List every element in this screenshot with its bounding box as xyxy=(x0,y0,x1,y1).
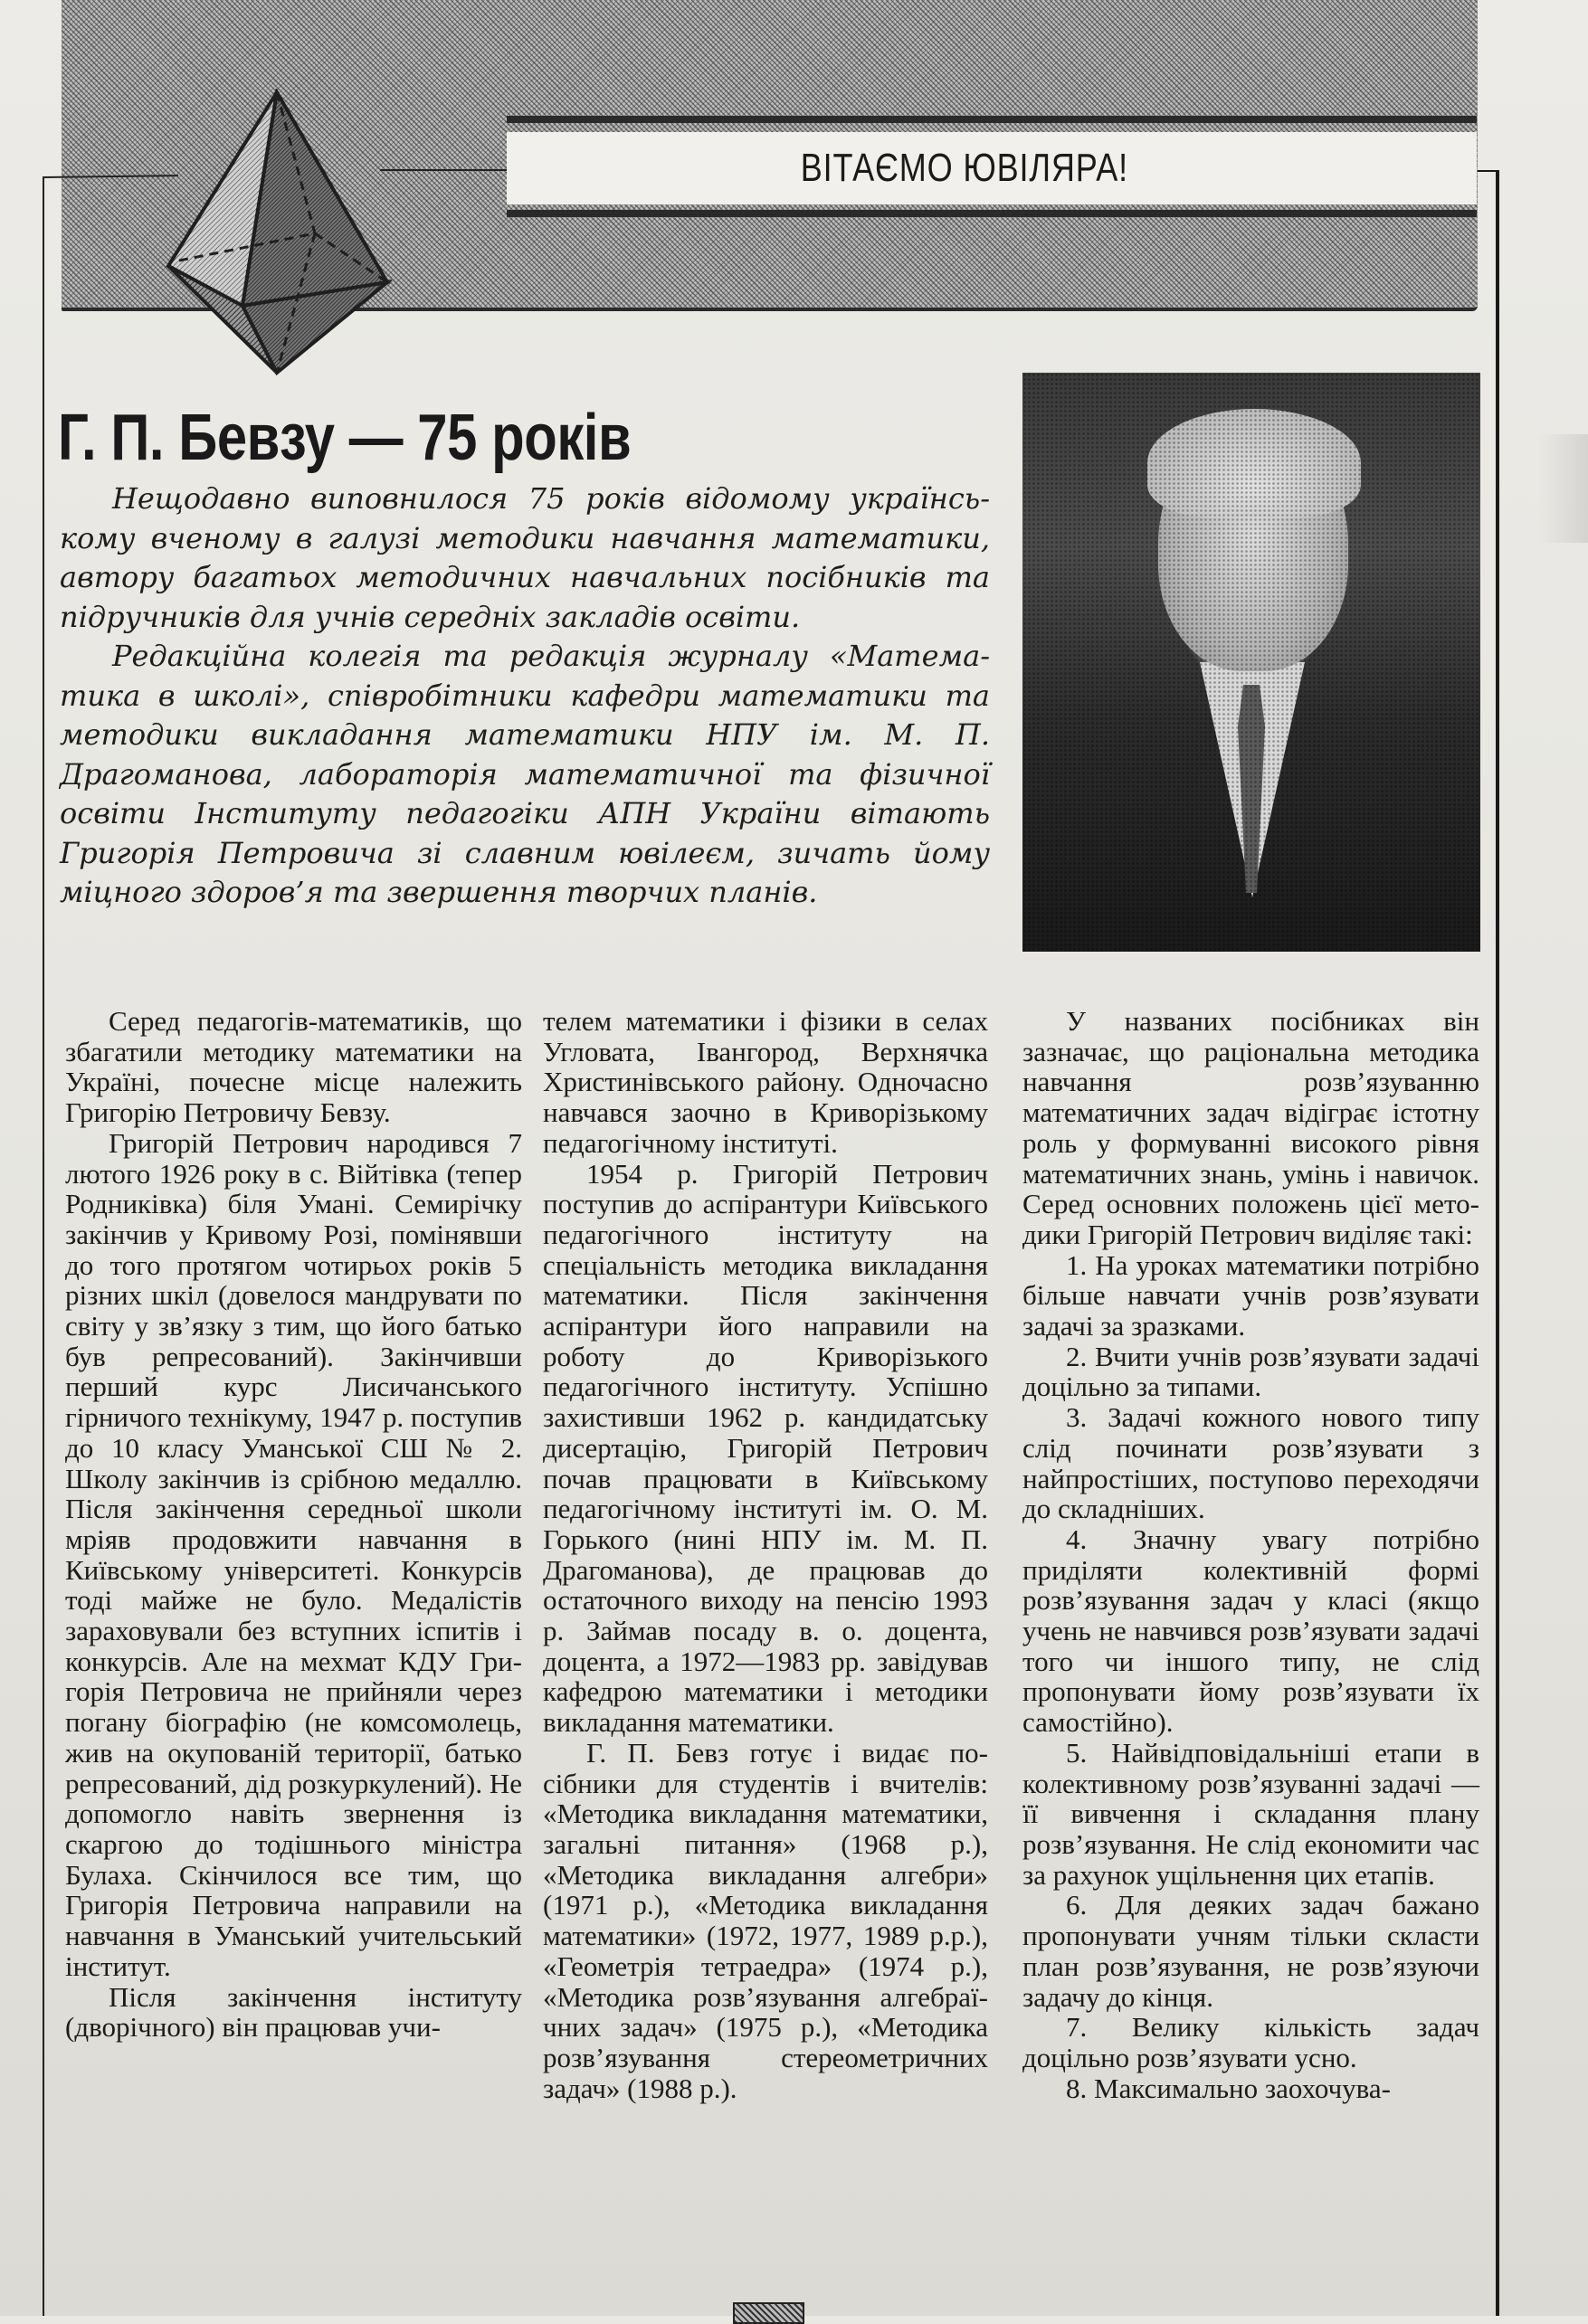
list-item: 3. Задачі кожного нового типу слід починати розв’язувати з найпростіших, поступово переходячи до складніших. xyxy=(1022,1401,1479,1525)
photo-hair xyxy=(1147,409,1361,517)
body-paragraph: телем математики і фізики в селах Угловата, Івангород, Верхнячка Христинівського району. Одночасно навчався заочно в Криворізькому педагогічному інституті. xyxy=(543,1005,988,1159)
list-item: 4. Значну увагу потрібно приділяти колективній формі розв’язування задач у класі (якщо учень не навчився розв’язувати задачі того чи іншого типу, не слід пропонувати йому розв’язувати їх самостійно). xyxy=(1022,1522,1479,1739)
photo-tie xyxy=(1238,685,1265,893)
portrait-photo xyxy=(1022,373,1480,952)
body-paragraph: 1954 р. Григорій Петрович поступив до аспірантури Київського педагогічного інституту на спеціальність методика викладання математики. Після закінчення аспірантури його направили на роботу до Криворізького педагогічного інституту. Успішно захистивши 1962 р. кандидатську дисертацію, Григорій Петрович почав працювати в Київському педагогічному інституті ім. О. М. Горького (нині НПУ ім. М. П. Драгоманова), де працював до остаточного виходу на пенсію 1993 р. Займав посаду в. о. доцента, доцента, а 1972—1983 рр. завідував кафедрою математики і методики викладання математики. xyxy=(543,1157,988,1739)
page-marker-icon xyxy=(733,2302,804,2324)
text-column-3 xyxy=(1022,1006,1479,2103)
list-item: 1. На уроках математики потрібно більше навчати учнів розв’язувати задачі за зразками. xyxy=(1022,1248,1479,1342)
list-item: 6. Для деяких задач бажано пропонувати учням тільки скласти план розв’язування, не розв’язуючи задачу до кінця. xyxy=(1022,1889,1479,2013)
section-banner-text: ВІТАЄМО ЮВІЛЯРА! xyxy=(800,146,1129,190)
photo-face xyxy=(1158,427,1348,671)
body-paragraph: Серед педагогів-математиків, що збагатили методику математики на Україні, почесне місце належить Григорію Петровичу Бевзу. xyxy=(65,1005,522,1129)
banner-box xyxy=(507,132,1477,204)
list-item: 5. Найвідповідальніші етапи в колективному розв’язуванні задачі — її вивчення і складання плану розв’язування. Не слід економити час за рахунок ущільнення цих етапів. xyxy=(1022,1736,1479,1891)
next-page-bleed xyxy=(1538,434,1588,543)
body-paragraph: Г. П. Бевз готує і видає посібники для студентів і вчителів: «Методика викладання математики, загальні питання» (1968 р.), «Методика викладання алгебри» (1971 р.), «Методика викладання математики» (1972, 1977, 1989 р.р.), «Геометрія тетраедра» (1974 р.), «Методика розв’язування алгебраїчних задач» (1975 р.), «Методика розв’язування стереометричних задач» (1988 р.). xyxy=(543,1736,988,2104)
body-paragraph: Григорій Петрович народився 7 лютого 1926 року в с. Війтівка (тепер Родниківка) біля Умані. Семирічку закінчив у Кривому Розі, помінявши до того протягом чотирьох років 5 різних шкіл (довелося мандрувати по світу у зв’язку з тим, що його батько був репресований). Закінчивши перший курс Лисичанського гірничого технікуму, 1947 р. поступив до 10 класу Уманської СШ № 2. Школу закінчив із срібною медаллю. Після закінчення середньої школи мріяв продовжити навчання в Київському університеті. Конкурсів тоді майже не було. Медалістів зараховували без вступних іспитів і конкурсів. Але на мехмат КДУ Григорія Петровича не прийняли через погану біографію (не комсомолець, жив на окупованій території, батько репресований, дід розкуркулений). Не допомогло навіть звернення із скаргою до тодішнього міністра Булаха. Скінчилося все тим, що Григорія Петровича направили на навчання в Уманський учительський інститут. xyxy=(65,1126,522,1982)
banner-bottom-rule xyxy=(507,210,1477,217)
list-item: 2. Вчити учнів розв’язувати задачі доцільно за типами. xyxy=(1022,1340,1479,1403)
octahedron-icon xyxy=(161,89,392,376)
text-column-1 xyxy=(65,1006,522,2043)
frame-top-mid-rule xyxy=(380,169,511,171)
photo-shirt xyxy=(1200,662,1305,897)
banner-top-rule xyxy=(507,116,1477,123)
list-item: 7. Велику кількість задач доцільно розв’язувати усно. xyxy=(1022,2011,1479,2073)
article-intro xyxy=(60,479,990,913)
article-title: Г. П. Бевзу — 75 років xyxy=(58,402,632,475)
list-item: 8. Максимально заохочува- xyxy=(1066,2072,1391,2104)
body-paragraph: У названих посібниках він зазначає, що раціональна методика навчання розв’язуванню математичних задач відіграє істотну роль у формуванні високого рівня математичних знань, умінь і навичок. Серед основних положень цієї методики Григорій Петрович виділяє такі: xyxy=(1022,1005,1479,1250)
intro-paragraph: Нещодавно виповнилося 75 років відомому українському вченому в галузі методики навчання математики, автору багатьох методичних навчальних посібників та підручників для учнів середніх закладів освіти. xyxy=(60,481,990,634)
body-paragraph: Після закінчення інституту (дворічного) він працював учи- xyxy=(65,1980,522,2044)
frame-right-rule xyxy=(1496,170,1499,2316)
section-banner xyxy=(507,116,1477,224)
text-column-2 xyxy=(543,1006,988,2103)
intro-paragraph: Редакційна колегія та редакція журналу «Математика в школі», співробітники кафедри математики та методики викладання математики НПУ ім. М. П. Драгоманова, лабораторія математичної та фізичної освіти Інституту педагогіки АПН України вітають Григорія Петровича зі славним ювілеєм, зичать йому міцного здоров’я та звершення творчих планів. xyxy=(60,639,990,909)
frame-left-rule xyxy=(43,176,44,2316)
